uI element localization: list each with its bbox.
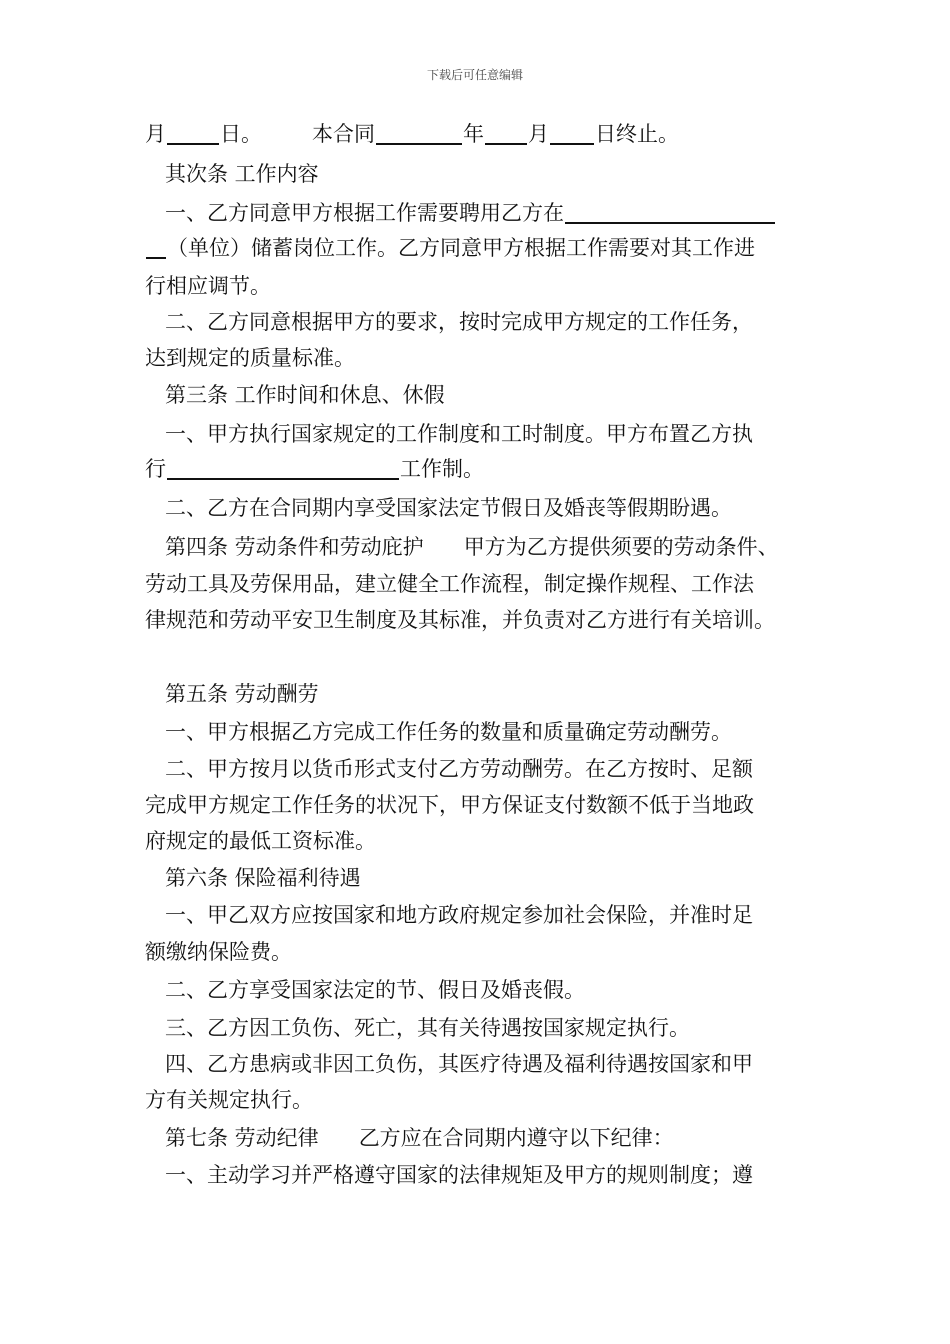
paragraph-line: [145, 232, 755, 264]
blank-field[interactable]: [550, 121, 594, 145]
article-heading: [165, 531, 779, 563]
paragraph-line: 二、乙方在合同期内享受国家法定节假日及婚丧等假期盼遇。: [165, 496, 732, 520]
paragraph-line: 一、甲方根据乙方完成工作任务的数量和质量确定劳动酬劳。: [165, 720, 732, 744]
blank-field[interactable]: [376, 121, 462, 145]
paragraph-line: 行相应调节。: [145, 274, 271, 298]
contract-term-line: [145, 118, 679, 150]
blank-field[interactable]: [485, 121, 527, 145]
blank-field[interactable]: [146, 235, 166, 259]
text: 月: [145, 122, 166, 146]
text: 月: [528, 122, 549, 146]
paragraph-line: 一、甲方执行国家规定的工作制度和工时制度。甲方布置乙方执: [165, 422, 753, 446]
text: 日。: [220, 122, 262, 146]
page-header: 下载后可任意编辑: [426, 68, 523, 82]
text: 第七条 劳动纪律: [165, 1126, 319, 1150]
blank-field[interactable]: [565, 200, 775, 224]
text: 工作制。: [400, 457, 484, 481]
text: 乙方应在合同期内遵守以下纪律：: [358, 1126, 674, 1150]
text: 甲方为乙方提供须要的劳动条件、: [463, 535, 779, 559]
paragraph-line: 达到规定的质量标准。: [145, 346, 355, 370]
text: （单位）储蓄岗位工作。乙方同意甲方根据工作需要对其工作进: [167, 236, 755, 260]
paragraph-line: 四、乙方患病或非因工负伤，其医疗待遇及福利待遇按国家和甲: [165, 1052, 753, 1076]
paragraph-line: 二、乙方同意根据甲方的要求，按时完成甲方规定的工作任务，: [165, 310, 753, 334]
text: 日终止。: [595, 122, 679, 146]
text: 年: [463, 122, 484, 146]
paragraph-line: 二、甲方按月以货币形式支付乙方劳动酬劳。在乙方按时、足额: [165, 757, 753, 781]
paragraph-line: 二、乙方享受国家法定的节、假日及婚丧假。: [165, 978, 585, 1002]
paragraph-line: 三、乙方因工负伤、死亡，其有关待遇按国家规定执行。: [165, 1016, 690, 1040]
article-heading: 第三条 工作时间和休息、休假: [165, 383, 445, 407]
paragraph-line: 方有关规定执行。: [145, 1088, 313, 1112]
paragraph-line: [165, 197, 776, 229]
blank-field[interactable]: [167, 121, 219, 145]
paragraph-line: 一、甲乙双方应按国家和地方政府规定参加社会保险，并准时足: [165, 903, 753, 927]
article-heading: [165, 1122, 674, 1154]
blank-field[interactable]: [167, 456, 399, 480]
text: 第四条 劳动条件和劳动庇护: [165, 535, 424, 559]
paragraph-line: 完成甲方规定工作任务的状况下，甲方保证支付数额不低于当地政: [145, 793, 754, 817]
article-heading: 第五条 劳动酬劳: [165, 682, 319, 706]
paragraph-line: [145, 453, 484, 485]
paragraph-line: 劳动工具及劳保用品，建立健全工作流程，制定操作规程、工作法: [145, 572, 754, 596]
article-heading: 第六条 保险福利待遇: [165, 866, 361, 890]
text: 本合同: [312, 122, 375, 146]
text: 一、乙方同意甲方根据工作需要聘用乙方在: [165, 201, 564, 225]
paragraph-line: 一、主动学习并严格遵守国家的法律规矩及甲方的规则制度；遵: [165, 1163, 753, 1187]
paragraph-line: 律规范和劳动平安卫生制度及其标准，并负责对乙方进行有关培训。: [145, 608, 775, 632]
paragraph-line: 府规定的最低工资标准。: [145, 829, 376, 853]
article-heading: 其次条 工作内容: [165, 162, 319, 186]
paragraph-line: 额缴纳保险费。: [145, 940, 292, 964]
text: 行: [145, 457, 166, 481]
